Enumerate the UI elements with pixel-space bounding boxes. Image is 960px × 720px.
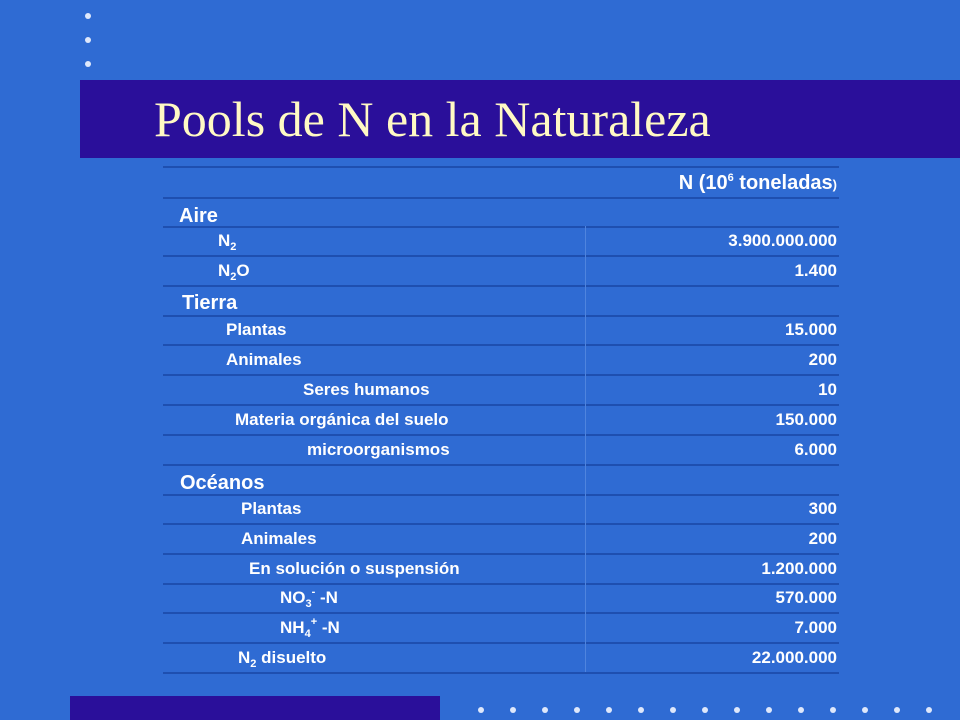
row-label: Materia orgánica del suelo (235, 410, 449, 429)
row-value: 10 (818, 380, 837, 399)
row-value: 150.000 (775, 410, 837, 429)
bullet-dot (734, 707, 740, 713)
row-label: En solución o suspensión (249, 559, 460, 578)
bullet-dot (894, 707, 900, 713)
table-rule (163, 285, 839, 287)
row-label: Animales (226, 350, 302, 369)
row-label: Animales (241, 529, 317, 548)
row-value: 570.000 (775, 588, 837, 607)
formula-label: $N_2O$ (218, 261, 250, 283)
bottom-band (70, 696, 440, 720)
row-value: 1.400 (794, 261, 837, 280)
bullet-dot (85, 13, 91, 19)
table-rule (163, 166, 839, 168)
bullet-dot (926, 707, 932, 713)
row-label: microorganismos (307, 440, 450, 459)
bullet-dot (670, 707, 676, 713)
bullet-dot (862, 707, 868, 713)
row-value: 22.000.000 (751, 648, 837, 667)
row-value: 15.000 (785, 320, 837, 339)
bullet-dot (830, 707, 836, 713)
table-rule (163, 197, 839, 199)
bullet-dot (606, 707, 612, 713)
section-label-tierra: Tierra (182, 292, 238, 314)
row-value: 7.000 (794, 618, 837, 637)
bullet-dot (510, 707, 516, 713)
table-rule (163, 434, 839, 436)
table-rule (163, 553, 839, 555)
row-value: 300 (808, 499, 837, 518)
table-rule (163, 226, 839, 228)
row-value: 200 (808, 350, 837, 369)
formula-label: $N_2$ (218, 231, 237, 253)
formula-label: $NO_3^-$ -N (280, 586, 338, 610)
table-rule (163, 374, 839, 376)
column-divider (585, 226, 586, 672)
table-rule (163, 315, 839, 317)
table-rule (163, 404, 839, 406)
table-rule (163, 583, 839, 585)
row-value: 6.000 (794, 440, 837, 459)
column-header: N ($10^6$ toneladas) (678, 172, 837, 194)
formula-label: $NH_4^+$ -N (280, 616, 340, 640)
table-rule (163, 344, 839, 346)
bullet-dot (574, 707, 580, 713)
bullet-dot (542, 707, 548, 713)
row-value: 200 (808, 529, 837, 548)
table-rule (163, 255, 839, 257)
bullet-dot (478, 707, 484, 713)
table-rule (163, 612, 839, 614)
bullet-dot (702, 707, 708, 713)
section-label-aire: Aire (179, 205, 218, 227)
bullet-dot (766, 707, 772, 713)
row-label: Plantas (226, 320, 287, 339)
bullet-dot (638, 707, 644, 713)
bullet-dot (85, 37, 91, 43)
section-label-oceanos: Océanos (180, 472, 265, 494)
table-rule (163, 523, 839, 525)
page-title: Pools de N en la Naturaleza (154, 91, 711, 147)
row-value: 1.200.000 (761, 559, 837, 578)
bullet-dot (85, 61, 91, 67)
formula-label: $N_2$ disuelto (238, 648, 327, 670)
table-rule (163, 672, 839, 674)
table-rule (163, 642, 839, 644)
row-label: Plantas (241, 499, 302, 518)
row-value: 3.900.000.000 (728, 231, 837, 250)
row-label: Seres humanos (303, 380, 430, 399)
bullet-dot (798, 707, 804, 713)
table-rule (163, 464, 839, 466)
